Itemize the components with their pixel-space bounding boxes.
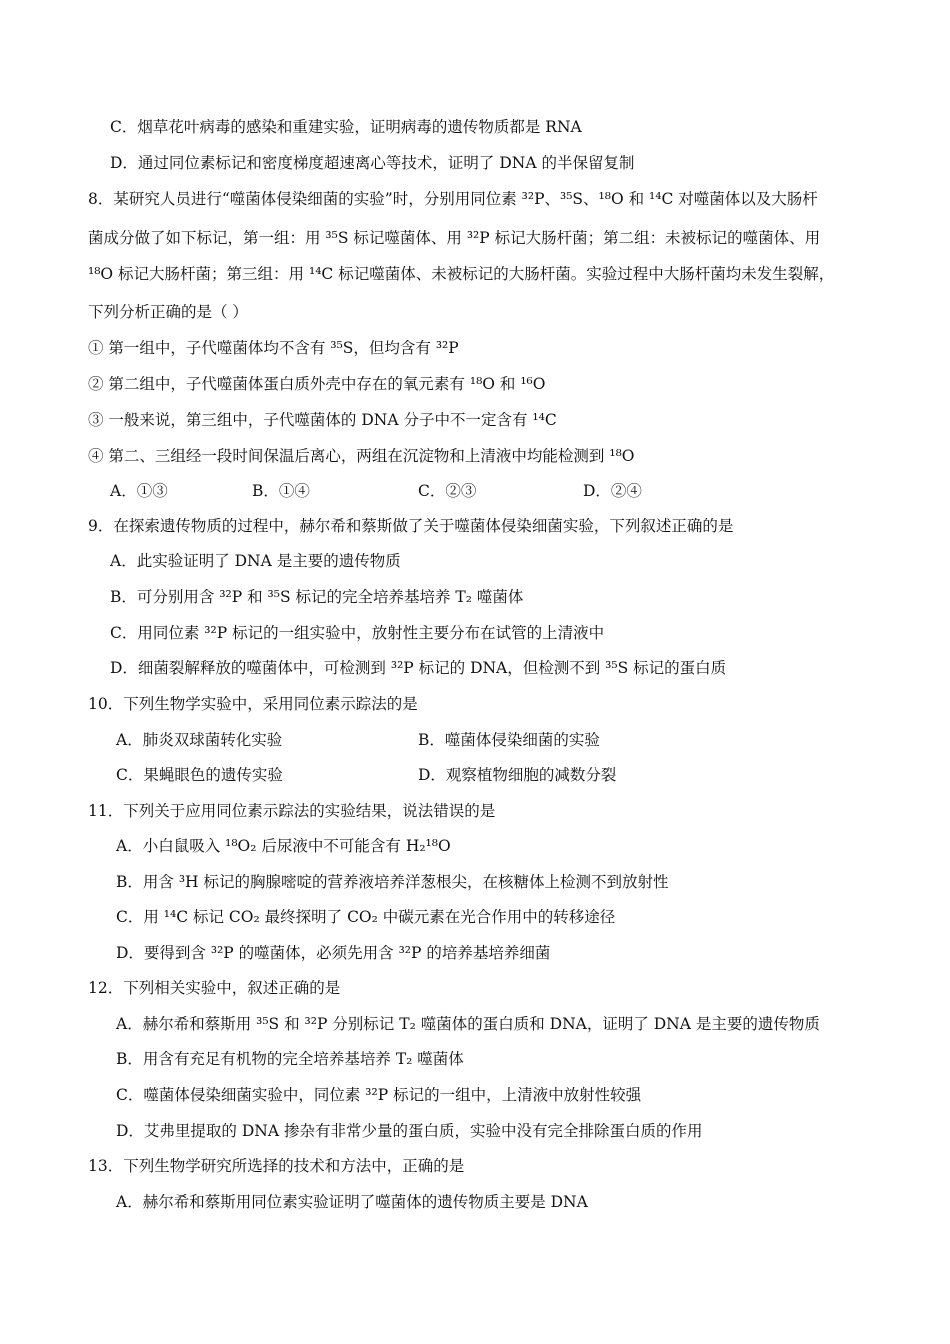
q11-option-d: D．要得到含 ³²P 的噬菌体，必须先用含 ³²P 的培养基培养细菌 — [116, 944, 551, 962]
q7-option-d: D．通过同位素标记和密度梯度超速离心等技术，证明了 DNA 的半保留复制 — [110, 154, 635, 172]
q10-option-a: A．肺炎双球菌转化实验 — [116, 731, 283, 749]
q8-option-a: A．①③ — [110, 482, 168, 500]
q13-stem: 13．下列生物学研究所选择的技术和方法中，正确的是 — [88, 1157, 465, 1175]
q8-option-c: C．②③ — [418, 482, 477, 500]
q11-option-a: A．小白鼠吸入 ¹⁸O₂ 后尿液中不可能含有 H₂¹⁸O — [116, 837, 451, 855]
q8-option-d: D．②④ — [583, 482, 642, 500]
q10-stem: 10．下列生物学实验中，采用同位素示踪法的是 — [88, 695, 418, 713]
q12-option-a: A．赫尔希和蔡斯用 ³⁵S 和 ³²P 分别标记 T₂ 噬菌体的蛋白质和 DNA，证明了 DNA 是主要的遗传物质 — [116, 1015, 820, 1033]
q9-option-c: C．用同位素 ³²P 标记的一组实验中，放射性主要分布在试管的上清液中 — [110, 624, 605, 642]
q8-stem-line-3: ¹⁸O 标记大肠杆菌；第三组：用 ¹⁴C 标记噬菌体、未被标记的大肠杆菌。实验过程中大肠杆菌均未发生裂解， — [88, 265, 835, 283]
q8-stem-line-1: 8．某研究人员进行“噬菌体侵染细菌的实验”时，分别用同位素 ³²P、³⁵S、¹⁸O 和 ¹⁴C 对噬菌体以及大肠杆 — [88, 190, 818, 208]
q7-option-c: C．烟草花叶病毒的感染和重建实验，证明病毒的遗传物质都是 RNA — [110, 118, 582, 136]
q10-option-d: D．观察植物细胞的减数分裂 — [418, 766, 617, 784]
q8-statement-4: ④ 第二、三组经一段时间保温后离心，两组在沉淀物和上清液中均能检测到 ¹⁸O — [88, 447, 635, 465]
q8-statement-1: ① 第一组中，子代噬菌体均不含有 ³⁵S，但均含有 ³²P — [88, 339, 459, 357]
q9-option-a: A．此实验证明了 DNA 是主要的遗传物质 — [110, 552, 401, 570]
q8-statement-3: ③ 一般来说，第三组中，子代噬菌体的 DNA 分子中不一定含有 ¹⁴C — [88, 411, 557, 429]
q8-stem-line-4: 下列分析正确的是（ ） — [88, 303, 248, 321]
q12-option-b: B．用含有充足有机物的完全培养基培养 T₂ 噬菌体 — [116, 1050, 464, 1068]
q12-stem: 12．下列相关实验中，叙述正确的是 — [88, 979, 341, 997]
q9-stem: 9．在探索遗传物质的过程中，赫尔希和蔡斯做了关于噬菌体侵染细菌实验，下列叙述正确的是 — [88, 517, 734, 535]
q11-option-c: C．用 ¹⁴C 标记 CO₂ 最终探明了 CO₂ 中碳元素在光合作用中的转移途径 — [116, 908, 616, 926]
q10-option-c: C．果蝇眼色的遗传实验 — [116, 766, 283, 784]
q10-option-b: B．噬菌体侵染细菌的实验 — [418, 731, 600, 749]
q8-stem-line-2: 菌成分做了如下标记，第一组：用 ³⁵S 标记噬菌体、用 ³²P 标记大肠杆菌；第二组：未被标记的噬菌体、用 — [88, 229, 821, 247]
q8-statement-2: ② 第二组中，子代噬菌体蛋白质外壳中存在的氧元素有 ¹⁸O 和 ¹⁶O — [88, 375, 546, 393]
q12-option-c: C．噬菌体侵染细菌实验中，同位素 ³²P 标记的一组中，上清液中放射性较强 — [116, 1086, 642, 1104]
q13-option-a: A．赫尔希和蔡斯用同位素实验证明了噬菌体的遗传物质主要是 DNA — [116, 1193, 588, 1211]
q11-stem: 11．下列关于应用同位素示踪法的实验结果，说法错误的是 — [88, 802, 496, 820]
q11-option-b: B．用含 ³H 标记的胸腺嘧啶的营养液培养洋葱根尖，在核糖体上检测不到放射性 — [116, 873, 669, 891]
q8-option-b: B．①④ — [252, 482, 310, 500]
q9-option-b: B．可分别用含 ³²P 和 ³⁵S 标记的完全培养基培养 T₂ 噬菌体 — [110, 588, 524, 606]
q9-option-d: D．细菌裂解释放的噬菌体中，可检测到 ³²P 标记的 DNA，但检测不到 ³⁵S 标记的蛋白质 — [110, 659, 727, 677]
q12-option-d: D．艾弗里提取的 DNA 掺杂有非常少量的蛋白质，实验中没有完全排除蛋白质的作用 — [116, 1122, 703, 1140]
